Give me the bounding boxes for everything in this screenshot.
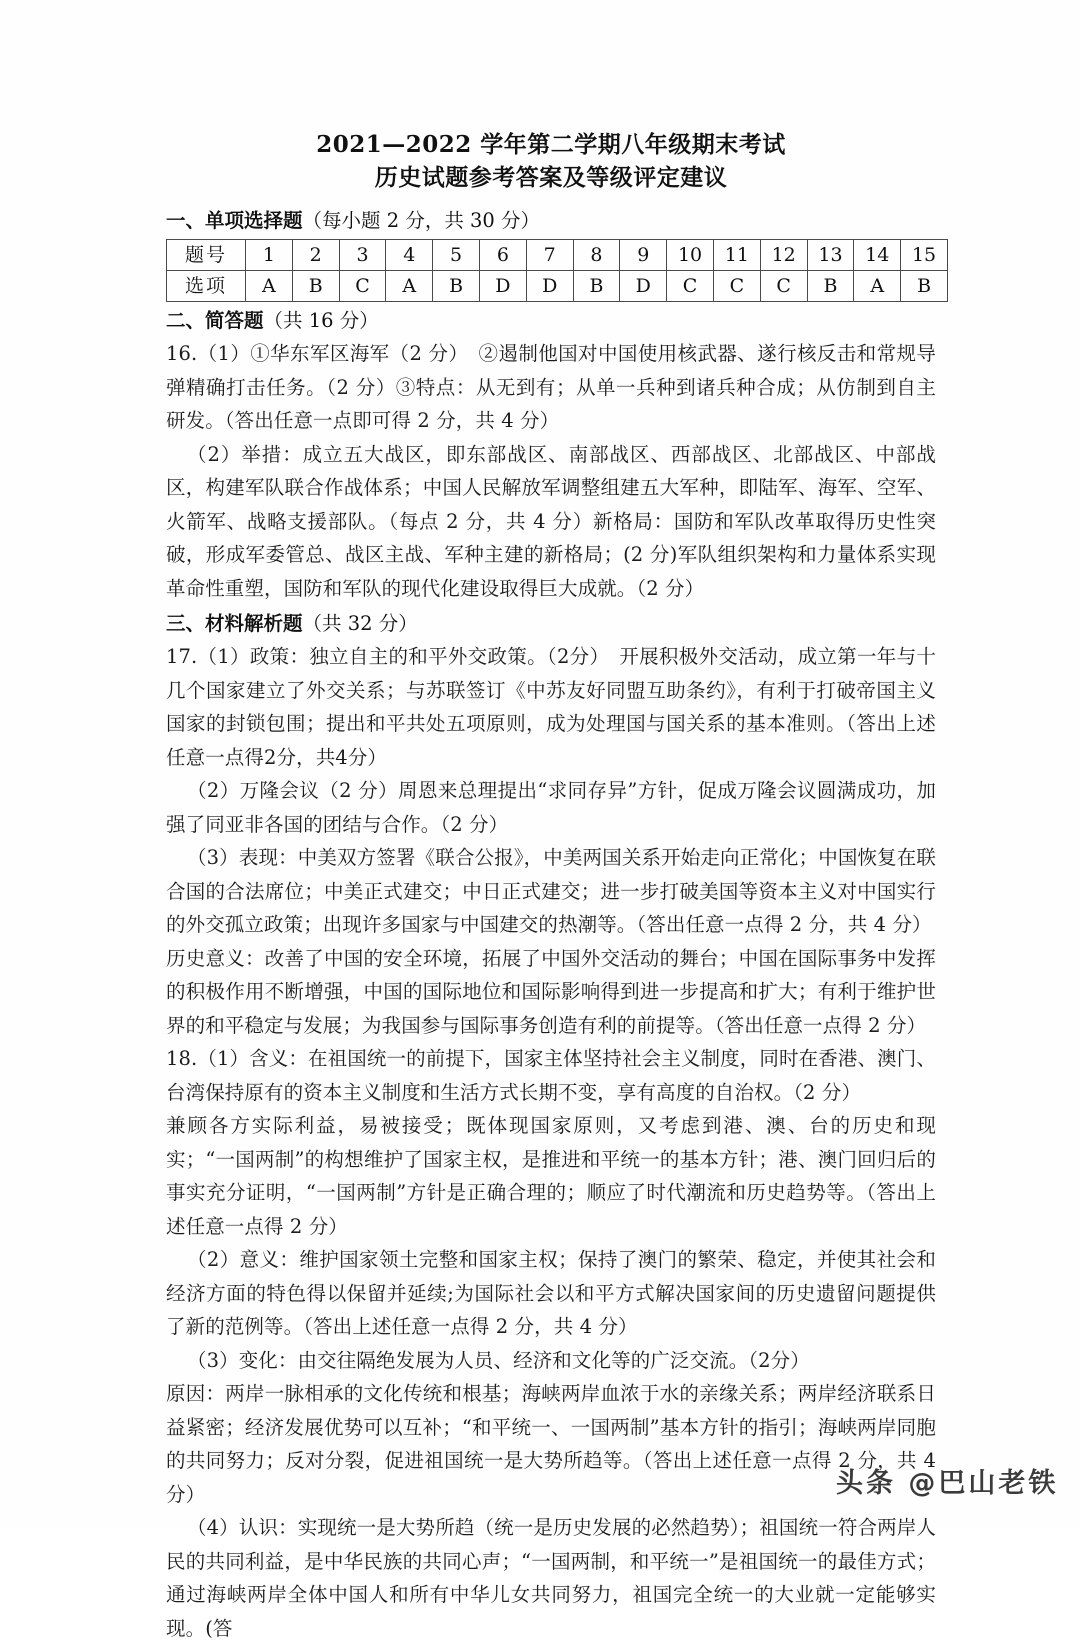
table-cell: 4 [386, 240, 433, 271]
answer-paragraph-q18-3: （2）意义：维护国家领土完整和国家主权；保持了澳门的繁荣、稳定，并使其社会和经济方面的特色得以保留并延续;为国际社会以和平方式解决国家间的历史遗留问题提供了新的范例等。（答出上述任意一点得 2 分，共 4 分） [166, 1248, 936, 1338]
row-header-question-number: 题号 [167, 240, 246, 271]
answer-paragraph-q18-2: 兼顾各方实际利益，易被接受；既体现国家原则，又考虑到港、澳、台的历史和现实；“一国两制”的构想维护了国家主权，是推进和平统一的基本方针；港、澳门回归后的事实充分证明，“一国两制”方针是正确合理的；顺应了时代潮流和历史趋势等。（答出上述任意一点得 2 分） [166, 1114, 936, 1238]
table-cell: C [760, 271, 807, 302]
answer-paragraph-q16-2: （2）举措：成立五大战区，即东部战区、南部战区、西部战区、北部战区、中部战区，构建军队联合作战体系；中国人民解放军调整组建五大军种，即陆军、海军、空军、火箭军、战略支援部队。（每点 2 分，共 4 分）新格局：国防和军队改革取得历史性突破，形成军委管总、战区主战、军种主建的新格局；(2 分)军队组织架构和力量体系实现革命性重塑，国防和军队的现代化建设取得巨大成就。（2 分） [166, 442, 936, 600]
answer-paragraph-q16-1: 16.（1）①华东军区海军（2 分） ②遏制他国对中国使用核武器、遂行核反击和常规导弹精确打击任务。（2 分）③特点：从无到有；从单一兵种到诸兵种合成；从仿制到自主研发。（答出任意一点即可得 2 分，共 4 分） [166, 342, 936, 432]
answer-paragraph-q17-3: （3）表现：中美双方签署《联合公报》，中美两国关系开始走向正常化；中国恢复在联合国的合法席位；中美正式建交；中日正式建交；进一步打破美国等资本主义对中国实行的外交孤立政策；出现许多国家与中国建交的热潮等。（答出任意一点得 2 分，共 4 分） [166, 846, 936, 936]
table-cell: A [854, 271, 901, 302]
table-cell: 10 [667, 240, 714, 271]
table-cell: 6 [479, 240, 526, 271]
answer-paragraph-q17-1: 17.（1）政策：独立自主的和平外交政策。（2分） 开展积极外交活动，成立第一年与十几个国家建立了外交关系；与苏联签订《中苏友好同盟互助条约》，有利于打破帝国主义国家的封锁包围；提出和平共处五项原则，成为处理国与国关系的基本准则。（答出上述任意一点得2分，共4分） [166, 645, 936, 769]
table-cell: B [292, 271, 339, 302]
table-cell: 7 [526, 240, 573, 271]
table-row-question-numbers [167, 240, 948, 271]
answer-paragraph-q17-2: （2）万隆会议（2 分）周恩来总理提出“求同存异”方针，促成万隆会议圆满成功，加强了同亚非各国的团结与合作。（2 分） [166, 779, 936, 836]
answer-key-table [166, 239, 948, 302]
watermark: 头条 @巴山老铁 [836, 1468, 1059, 1499]
table-cell: B [901, 271, 948, 302]
table-row-answers [167, 271, 948, 302]
page-title-line-2: 历史试题参考答案及等级评定建议 [374, 164, 728, 191]
section-1-note: （每小题 2 分，共 30 分） [302, 209, 541, 232]
table-cell: C [667, 271, 714, 302]
table-cell: C [339, 271, 386, 302]
section-3-label: 三、材料解析题 [166, 612, 303, 635]
section-2-note: （共 16 分） [263, 309, 379, 332]
table-cell: 12 [760, 240, 807, 271]
section-2-label: 二、简答题 [166, 309, 264, 332]
section-1-label: 一、单项选择题 [166, 209, 303, 232]
table-cell: 3 [339, 240, 386, 271]
table-cell: 1 [246, 240, 293, 271]
table-cell: 9 [620, 240, 667, 271]
table-cell: 13 [807, 240, 854, 271]
table-cell: 15 [901, 240, 948, 271]
table-cell: 14 [854, 240, 901, 271]
table-cell: 2 [292, 240, 339, 271]
section-heading-3 [166, 607, 936, 640]
table-cell: B [807, 271, 854, 302]
section-heading-2 [166, 304, 936, 337]
section-3-note: （共 32 分） [302, 612, 418, 635]
table-cell: D [620, 271, 667, 302]
row-header-option: 选项 [167, 271, 246, 302]
document-title-block [166, 128, 936, 194]
document-content [166, 128, 936, 1645]
table-cell: 11 [713, 240, 760, 271]
table-cell: 5 [433, 240, 480, 271]
answer-paragraph-q18-5: 原因：两岸一脉相承的文化传统和根基；海峡两岸血浓于水的亲缘关系；两岸经济联系日益紧密；经济发展优势可以互补；“和平统一、一国两制”基本方针的指引；海峡两岸同胞的共同努力；反对分裂，促进祖国统一是大势所趋等。（答出上述任意一点得 2 分，共 4 分） [166, 1382, 936, 1506]
answer-paragraph-q18-1: 18.（1）含义：在祖国统一的前提下，国家主体坚持社会主义制度，同时在香港、澳门、台湾保持原有的资本主义制度和生活方式长期不变，享有高度的自治权。（2 分） [166, 1047, 936, 1104]
table-cell: B [573, 271, 620, 302]
table-cell: D [526, 271, 573, 302]
answer-paragraph-q17-4: 历史意义：改善了中国的安全环境，拓展了中国外交活动的舞台；中国在国际事务中发挥的积极作用不断增强，中国的国际地位和国际影响得到进一步提高和扩大；有利于维护世界的和平稳定与发展；为我国参与国际事务创造有利的前提等。（答出任意一点得 2 分） [166, 946, 936, 1037]
section-heading-1 [166, 204, 936, 237]
table-cell: 8 [573, 240, 620, 271]
table-cell: D [479, 271, 526, 302]
table-cell: A [246, 271, 293, 302]
answer-paragraph-q18-6: （4）认识：实现统一是大势所趋（统一是历史发展的必然趋势）；祖国统一符合两岸人民的共同利益，是中华民族的共同心声；“一国两制，和平统一”是祖国统一的最佳方式；通过海峡两岸全体中国人和所有中华儿女共同努力，祖国完全统一的大业就一定能够实现。(答 [166, 1516, 936, 1640]
table-cell: C [713, 271, 760, 302]
page-title-line-1: 2021—2022 学年第二学期八年级期末考试 [316, 131, 786, 158]
table-cell: B [433, 271, 480, 302]
table-cell: A [386, 271, 433, 302]
answer-paragraph-q18-4: （3）变化：由交往隔绝发展为人员、经济和文化等的广泛交流。（2分） [187, 1348, 810, 1372]
